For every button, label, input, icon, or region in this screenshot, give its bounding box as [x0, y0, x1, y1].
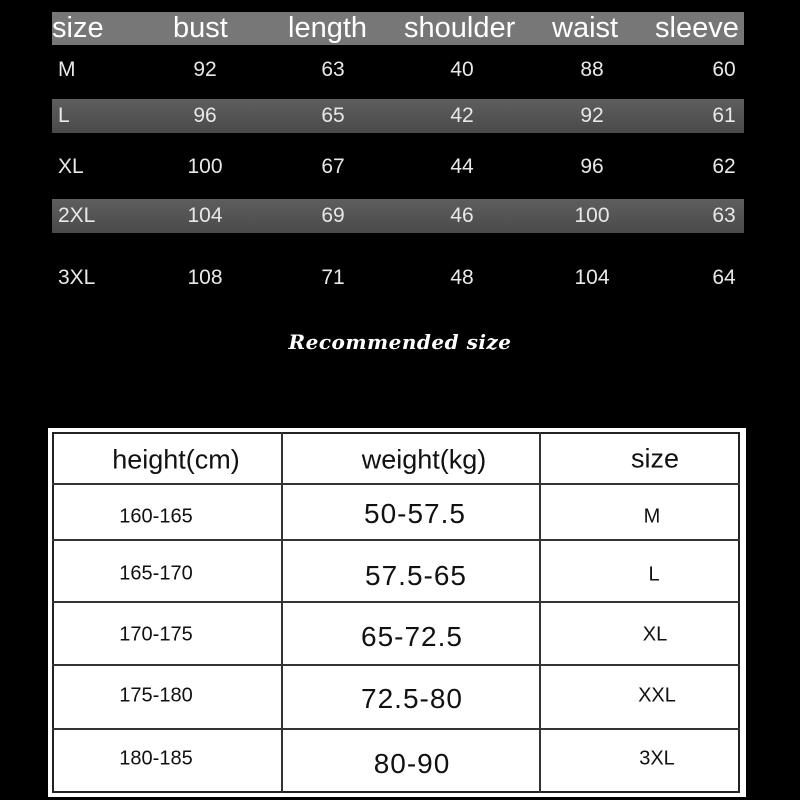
sleeve-cell: 62 — [712, 155, 736, 178]
column-divider — [281, 432, 283, 793]
size-cell: M — [643, 505, 661, 528]
length-cell: 63 — [321, 58, 345, 81]
table-row — [52, 155, 744, 181]
sleeve-cell: 61 — [712, 104, 736, 127]
height-cell: 165-170 — [119, 562, 193, 585]
size-cell: M — [58, 58, 76, 81]
size-cell: L — [58, 104, 70, 127]
size-cell: L — [648, 563, 660, 586]
table-row — [52, 199, 744, 233]
bust-cell: 92 — [193, 58, 217, 81]
length-cell: 65 — [321, 104, 345, 127]
sleeve-cell: 63 — [712, 204, 736, 227]
height-cell: 175-180 — [119, 684, 193, 707]
shoulder-cell: 44 — [450, 155, 474, 178]
header-sleeve: sleeve — [655, 12, 739, 44]
recommended-size-table — [48, 428, 746, 797]
size-cell: 2XL — [58, 204, 96, 227]
row-divider — [52, 728, 740, 730]
header-waist: waist — [552, 12, 619, 44]
sleeve-cell: 64 — [712, 266, 736, 289]
column-divider — [539, 432, 541, 793]
size-cell: XL — [642, 623, 668, 646]
header-size: size — [630, 443, 680, 474]
size-cell: XXL — [638, 684, 676, 707]
shoulder-cell: 46 — [450, 204, 474, 227]
bust-cell: 96 — [193, 104, 217, 127]
size-cell: XL — [58, 155, 84, 178]
waist-cell: 92 — [580, 104, 604, 127]
waist-cell: 88 — [580, 58, 604, 81]
length-cell: 69 — [321, 204, 345, 227]
height-cell: 180-185 — [119, 747, 193, 770]
weight-cell: 57.5-65 — [365, 560, 467, 591]
weight-cell: 80-90 — [373, 748, 451, 779]
weight-cell: 65-72.5 — [361, 621, 463, 652]
waist-cell: 100 — [574, 204, 610, 227]
weight-cell: 50-57.5 — [364, 498, 466, 529]
height-cell: 160-165 — [119, 505, 193, 528]
table-row — [52, 99, 744, 133]
header-length: length — [288, 12, 368, 44]
table-row — [52, 266, 744, 292]
shoulder-cell: 48 — [450, 266, 474, 289]
waist-cell: 96 — [580, 155, 604, 178]
header-bust: bust — [173, 12, 228, 44]
measurement-header-row — [52, 12, 744, 45]
bust-cell: 104 — [187, 204, 223, 227]
length-cell: 67 — [321, 155, 345, 178]
recommended-size-caption: Recommended size — [288, 330, 512, 354]
header-shoulder: shoulder — [404, 12, 516, 44]
header-weight: weight(kg) — [361, 444, 487, 475]
row-divider — [52, 601, 740, 603]
shoulder-cell: 42 — [450, 104, 474, 127]
sleeve-cell: 60 — [712, 58, 736, 81]
bust-cell: 108 — [187, 266, 223, 289]
table-row — [52, 58, 744, 84]
header-height: height(cm) — [112, 444, 240, 475]
size-cell: 3XL — [639, 747, 675, 770]
row-divider — [52, 664, 740, 666]
height-cell: 170-175 — [119, 623, 193, 646]
row-divider — [52, 483, 740, 485]
waist-cell: 104 — [574, 266, 610, 289]
table-frame — [52, 432, 740, 793]
size-cell: 3XL — [58, 266, 96, 289]
row-divider — [52, 539, 740, 541]
length-cell: 71 — [321, 266, 345, 289]
weight-cell: 72.5-80 — [361, 683, 463, 714]
bust-cell: 100 — [187, 155, 223, 178]
shoulder-cell: 40 — [450, 58, 474, 81]
header-size: size — [52, 12, 104, 44]
